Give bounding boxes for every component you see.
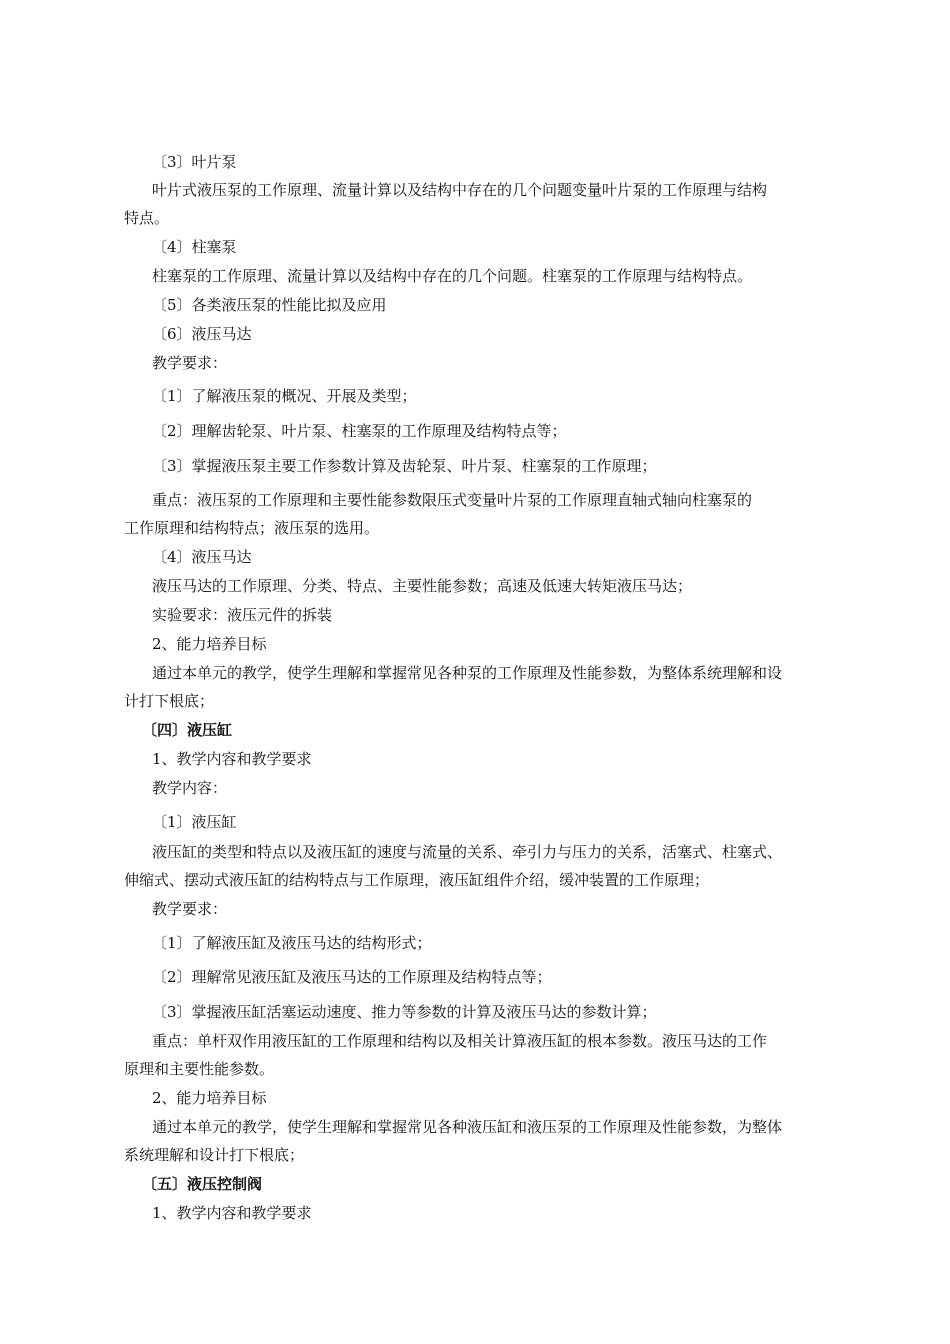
requirement-item: 〔1〕了解液压泵的概况、开展及类型； [152, 387, 417, 405]
subsection-vane-pump: 〔3〕叶片泵 [152, 153, 237, 171]
experiment-requirements: 实验要求：液压元件的拆装 [152, 606, 333, 624]
ability-goal-heading: 2、能力培养目标 [152, 635, 267, 653]
subsection-pump-comparison: 〔5〕各类液压泵的性能比拟及应用 [152, 296, 387, 314]
requirement-item: 〔3〕掌握液压缸活塞运动速度、推力等参数的计算及液压马达的参数计算； [152, 1003, 657, 1021]
paragraph-line: 通过本单元的教学，使学生理解和掌握常见各种液压缸和液压泵的工作原理及性能参数，为整体 [152, 1118, 783, 1136]
ability-goal-heading: 2、能力培养目标 [152, 1089, 267, 1107]
paragraph-line: 通过本单元的教学，使学生理解和掌握常见各种泵的工作原理及性能参数，为整体系统理解和设 [152, 664, 783, 682]
paragraph-line: 特点。 [124, 209, 170, 227]
key-points-line: 重点：单杆双作用液压缸的工作原理和结构以及相关计算液压缸的根本参数。液压马达的工作 [152, 1032, 768, 1050]
paragraph-line: 计打下根底； [124, 692, 215, 710]
section-heading-hydraulic-cylinder: 〔四〕液压缸 [142, 721, 233, 739]
requirement-item: 〔2〕理解齿轮泵、叶片泵、柱塞泵的工作原理及结构特点等； [152, 422, 567, 440]
content-heading: 1、教学内容和教学要求 [152, 750, 312, 768]
paragraph-line: 伸缩式、摆动式液压缸的结构特点与工作原理，液压缸组件介绍，缓冲装置的工作原理； [124, 871, 710, 889]
teaching-requirements-label: 教学要求： [152, 900, 228, 918]
teaching-content-label: 教学内容： [152, 779, 228, 797]
paragraph-line: 系统理解和设计打下根底； [124, 1146, 305, 1164]
paragraph-line: 柱塞泵的工作原理、流量计算以及结构中存在的几个问题。柱塞泵的工作原理与结构特点。 [152, 267, 753, 285]
requirement-item: 〔3〕掌握液压泵主要工作参数计算及齿轮泵、叶片泵、柱塞泵的工作原理； [152, 457, 657, 475]
section-heading-control-valve: 〔五〕液压控制阀 [142, 1175, 263, 1193]
requirement-item: 〔2〕理解常见液压缸及液压马达的工作原理及结构特点等； [152, 968, 552, 986]
subsection-hydraulic-motor: 〔4〕液压马达 [152, 548, 252, 566]
requirement-item: 〔1〕了解液压缸及液压马达的结构形式； [152, 934, 432, 952]
key-points-line: 原理和主要性能参数。 [124, 1060, 275, 1078]
content-heading: 1、教学内容和教学要求 [152, 1204, 312, 1222]
paragraph-line: 液压缸的类型和特点以及液压缸的速度与流量的关系、牵引力与压力的关系，活塞式、柱塞式、 [152, 843, 783, 861]
subsection-piston-pump: 〔4〕柱塞泵 [152, 238, 237, 256]
subsection-hydraulic-cylinder: 〔1〕液压缸 [152, 813, 237, 831]
paragraph-line: 液压马达的工作原理、分类、特点、主要性能参数；高速及低速大转矩液压马达； [152, 577, 693, 595]
teaching-requirements-label: 教学要求： [152, 354, 228, 372]
key-points-line: 工作原理和结构特点；液压泵的选用。 [124, 519, 380, 537]
subsection-hydraulic-motor: 〔6〕液压马达 [152, 325, 252, 343]
paragraph-line: 叶片式液压泵的工作原理、流量计算以及结构中存在的几个问题变量叶片泵的工作原理与结构 [152, 181, 768, 199]
key-points-line: 重点：液压泵的工作原理和主要性能参数限压式变量叶片泵的工作原理直轴式轴向柱塞泵的 [152, 491, 753, 509]
